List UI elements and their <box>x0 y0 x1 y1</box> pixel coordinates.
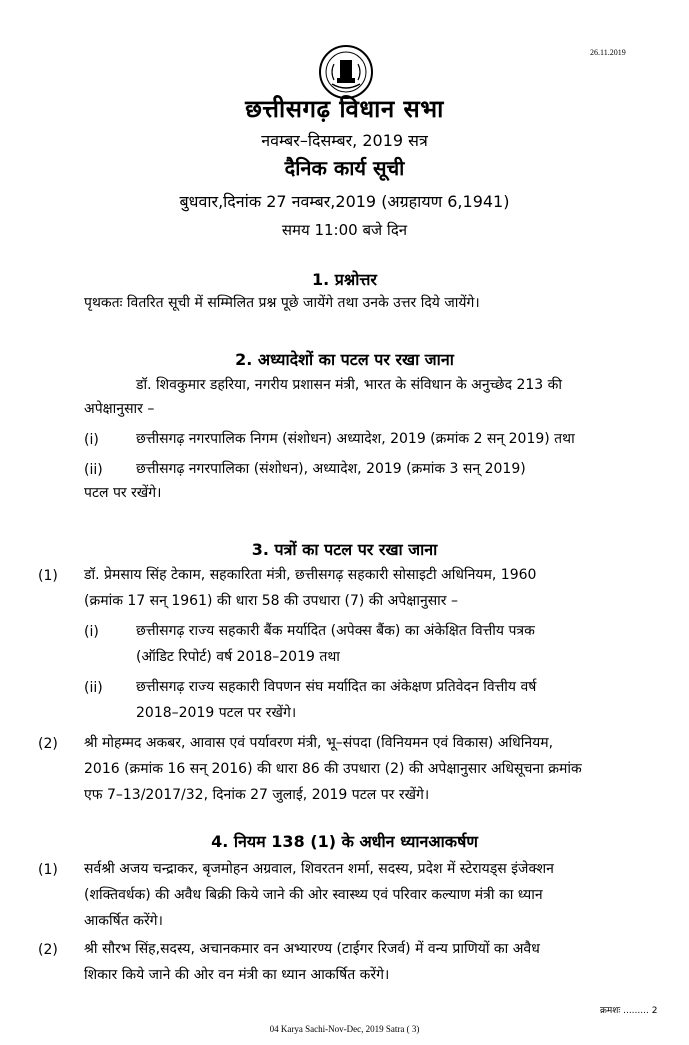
agenda-title: दैनिक कार्य सूची <box>284 156 405 180</box>
document-date: 26.11.2019 <box>590 48 626 57</box>
section-4-item2-line2: शिकार किये जाने की ओर वन मंत्री का ध्यान आकर्षित करेंगे। <box>84 967 390 983</box>
section-4-heading: 4. नियम 138 (1) के अधीन ध्यानआकर्षण <box>211 832 478 851</box>
section-3-sub2-number: (ii) <box>84 680 103 696</box>
section-2-item1-number: (i) <box>84 432 99 448</box>
section-2-closing: पटल पर रखेंगे। <box>84 485 162 501</box>
section-4-item2-number: (2) <box>38 942 58 958</box>
section-2-item2-text: छत्तीसगढ़ नगरपालिका (संशोधन), अध्यादेश, 2019 (क्रमांक 3 सन् 2019) <box>136 461 526 477</box>
section-4-item1-line3: आकर्षित करेंगे। <box>84 913 163 929</box>
section-1-text: पृथकतः वितरित सूची में सम्मिलित प्रश्न पूछे जायेंगे तथा उनके उत्तर दिये जायेंगे। <box>84 295 480 311</box>
section-3-item1-number: (1) <box>38 568 58 584</box>
section-3-item2-line3: एफ 7–13/2017/32, दिनांक 27 जुलाई, 2019 पटल पर रखेंगे। <box>84 787 430 803</box>
section-2-heading: 2. अध्यादेशों का पटल पर रखा जाना <box>235 350 454 369</box>
section-2-item2-number: (ii) <box>84 462 103 478</box>
section-4-item1-line2: (शक्तिवर्धक) की अवैध बिक्री किये जाने की ओर स्वास्थ्य एवं परिवार कल्याण मंत्री का ध्यान <box>84 887 543 903</box>
section-4-item1-number: (1) <box>38 862 58 878</box>
session-title: नवम्बर–दिसम्बर, 2019 सत्र <box>261 131 428 150</box>
section-3-sub2-line2: 2018–2019 पटल पर रखेंगे। <box>136 705 297 721</box>
section-2-item1-text: छत्तीसगढ़ नगरपालिक निगम (संशोधन) अध्यादेश, 2019 (क्रमांक 2 सन् 2019) तथा <box>136 431 575 447</box>
section-2-intro-line1: डॉ. शिवकुमार डहरिया, नगरीय प्रशासन मंत्री, भारत के संविधान के अनुच्छेद 213 की <box>136 377 563 393</box>
section-3-item2-line1: श्री मोहम्मद अकबर, आवास एवं पर्यावरण मंत्री, भू–संपदा (विनियमन एवं विकास) अधिनियम, <box>84 735 554 751</box>
continued-note: क्रमशः ......... 2 <box>600 1006 658 1016</box>
section-3-item1-line2: (क्रमांक 17 सन् 1961) की धारा 58 की उपधारा (7) की अपेक्षानुसार – <box>84 593 458 609</box>
section-3-item2-number: (2) <box>38 736 58 752</box>
section-3-item2-line2: 2016 (क्रमांक 16 सन् 2016) की धारा 86 की उपधारा (2) की अपेक्षानुसार अधिसूचना क्रमांक <box>84 761 582 777</box>
section-3-heading: 3. पत्रों का पटल पर रखा जाना <box>251 540 438 559</box>
section-1-heading: 1. प्रश्नोत्तर <box>312 270 377 289</box>
section-3-item1-line1: डॉ. प्रेमसाय सिंह टेकाम, सहकारिता मंत्री, छत्तीसगढ़ सहकारी सोसाइटी अधिनियम, 1960 <box>84 567 537 583</box>
section-3-sub1-line1: छत्तीसगढ़ राज्य सहकारी बैंक मर्यादित (अपेक्स बैंक) का अंकेक्षित वित्तीय पत्रक <box>136 623 535 639</box>
section-2-intro-line2: अपेक्षानुसार – <box>84 401 155 417</box>
section-4-item2-line1: श्री सौरभ सिंह,सदस्य, अचानकमार वन अभ्यारण्य (टाईगर रिजर्व) में वन्य प्राणियों का अवैध <box>84 941 540 957</box>
section-4-item1-line1: सर्वश्री अजय चन्द्राकर, बृजमोहन अग्रवाल, शिवरतन शर्मा, सदस्य, प्रदेश में स्टेरायड्स इंजेक्शन <box>84 861 554 877</box>
day-date: बुधवार,दिनांक 27 नवम्बर,2019 (अग्रहायण 6,1941) <box>179 192 510 211</box>
assembly-title: छत्तीसगढ़ विधान सभा <box>245 95 444 123</box>
section-3-sub1-line2: (ऑडिट रिपोर्ट) वर्ष 2018–2019 तथा <box>136 649 340 665</box>
footer-file-reference: 04 Karya Sachi-Nov-Dec, 2019 Satra ( 3) <box>269 1024 420 1034</box>
section-3-sub1-number: (i) <box>84 624 99 640</box>
section-3-sub2-line1: छत्तीसगढ़ राज्य सहकारी विपणन संघ मर्यादित का अंकेक्षण प्रतिवेदन वित्तीय वर्ष <box>136 679 537 695</box>
sitting-time: समय 11:00 बजे दिन <box>281 221 408 239</box>
